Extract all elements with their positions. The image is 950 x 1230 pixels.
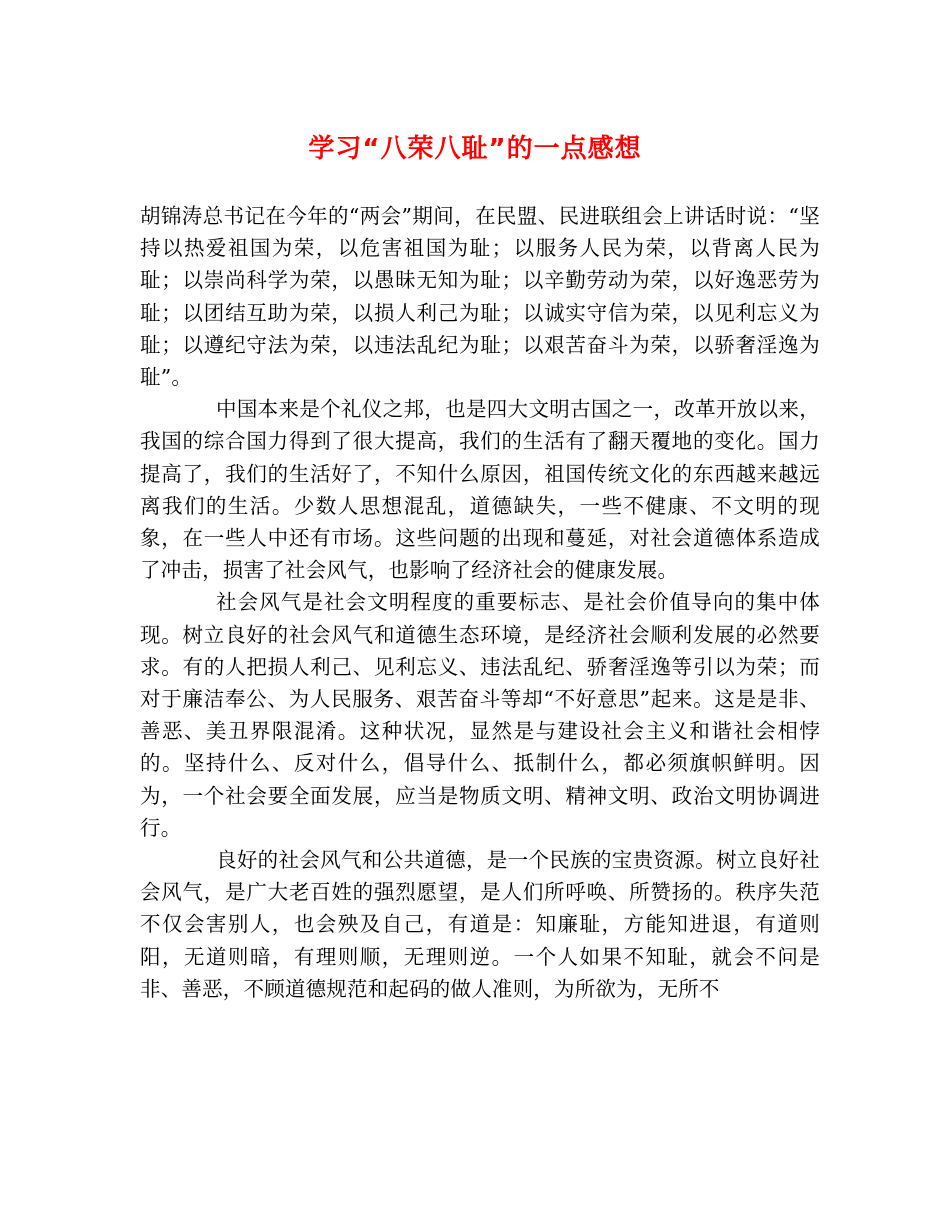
document-title: 学习“八荣八耻”的一点感想 xyxy=(308,134,642,164)
document-body xyxy=(140,200,820,1005)
paragraph-3: 社会风气是社会文明程度的重要标志、是社会价值导向的集中体现。树立良好的社会风气和道德生态环境，是经济社会顺利发展的必然要求。有的人把损人利己、见利忘义、违法乱纪、骄奢淫逸等引以为荣；而对于廉洁奉公、为人民服务、艰苦奋斗等却“不好意思”起来。这是是非、善恶、美丑界限混淆。这种状况，显然是与建设社会主义和谐社会相悖的。坚持什么、反对什么，倡导什么、抵制什么，都必须旗帜鲜明。因为，一个社会要全面发展，应当是物质文明、精神文明、政治文明协调进行。 xyxy=(140,590,820,840)
paragraph-4: 良好的社会风气和公共道德，是一个民族的宝贵资源。树立良好社会风气，是广大老百姓的强烈愿望，是人们所呼唤、所赞扬的。秩序失范不仅会害别人，也会殃及自己，有道是：知廉耻，方能知进退，有道则阳，无道则暗，有理则顺，无理则逆。一个人如果不知耻，就会不问是非、善恶，不顾道德规范和起码的做人准则，为所欲为，无所不 xyxy=(140,848,820,1001)
paragraph-2: 中国本来是个礼仪之邦，也是四大文明古国之一，改革开放以来，我国的综合国力得到了很大提高，我们的生活有了翻天覆地的变化。国力提高了，我们的生活好了，不知什么原因，祖国传统文化的东西越来越远离我们的生活。少数人思想混乱，道德缺失，一些不健康、不文明的现象，在一些人中还有市场。这些问题的出现和蔓延，对社会道德体系造成了冲击，损害了社会风气，也影响了经济社会的健康发展。 xyxy=(140,397,820,583)
paragraph-1: 胡锦涛总书记在今年的“两会”期间，在民盟、民进联组会上讲话时说：“坚持以热爱祖国为荣，以危害祖国为耻；以服务人民为荣，以背离人民为耻；以崇尚科学为荣，以愚昧无知为耻；以辛勤劳动为荣，以好逸恶劳为耻；以团结互助为荣，以损人利己为耻；以诚实守信为荣，以见利忘义为耻；以遵纪守法为荣，以违法乱纪为耻；以艰苦奋斗为荣，以骄奢淫逸为耻”。 xyxy=(140,204,820,390)
